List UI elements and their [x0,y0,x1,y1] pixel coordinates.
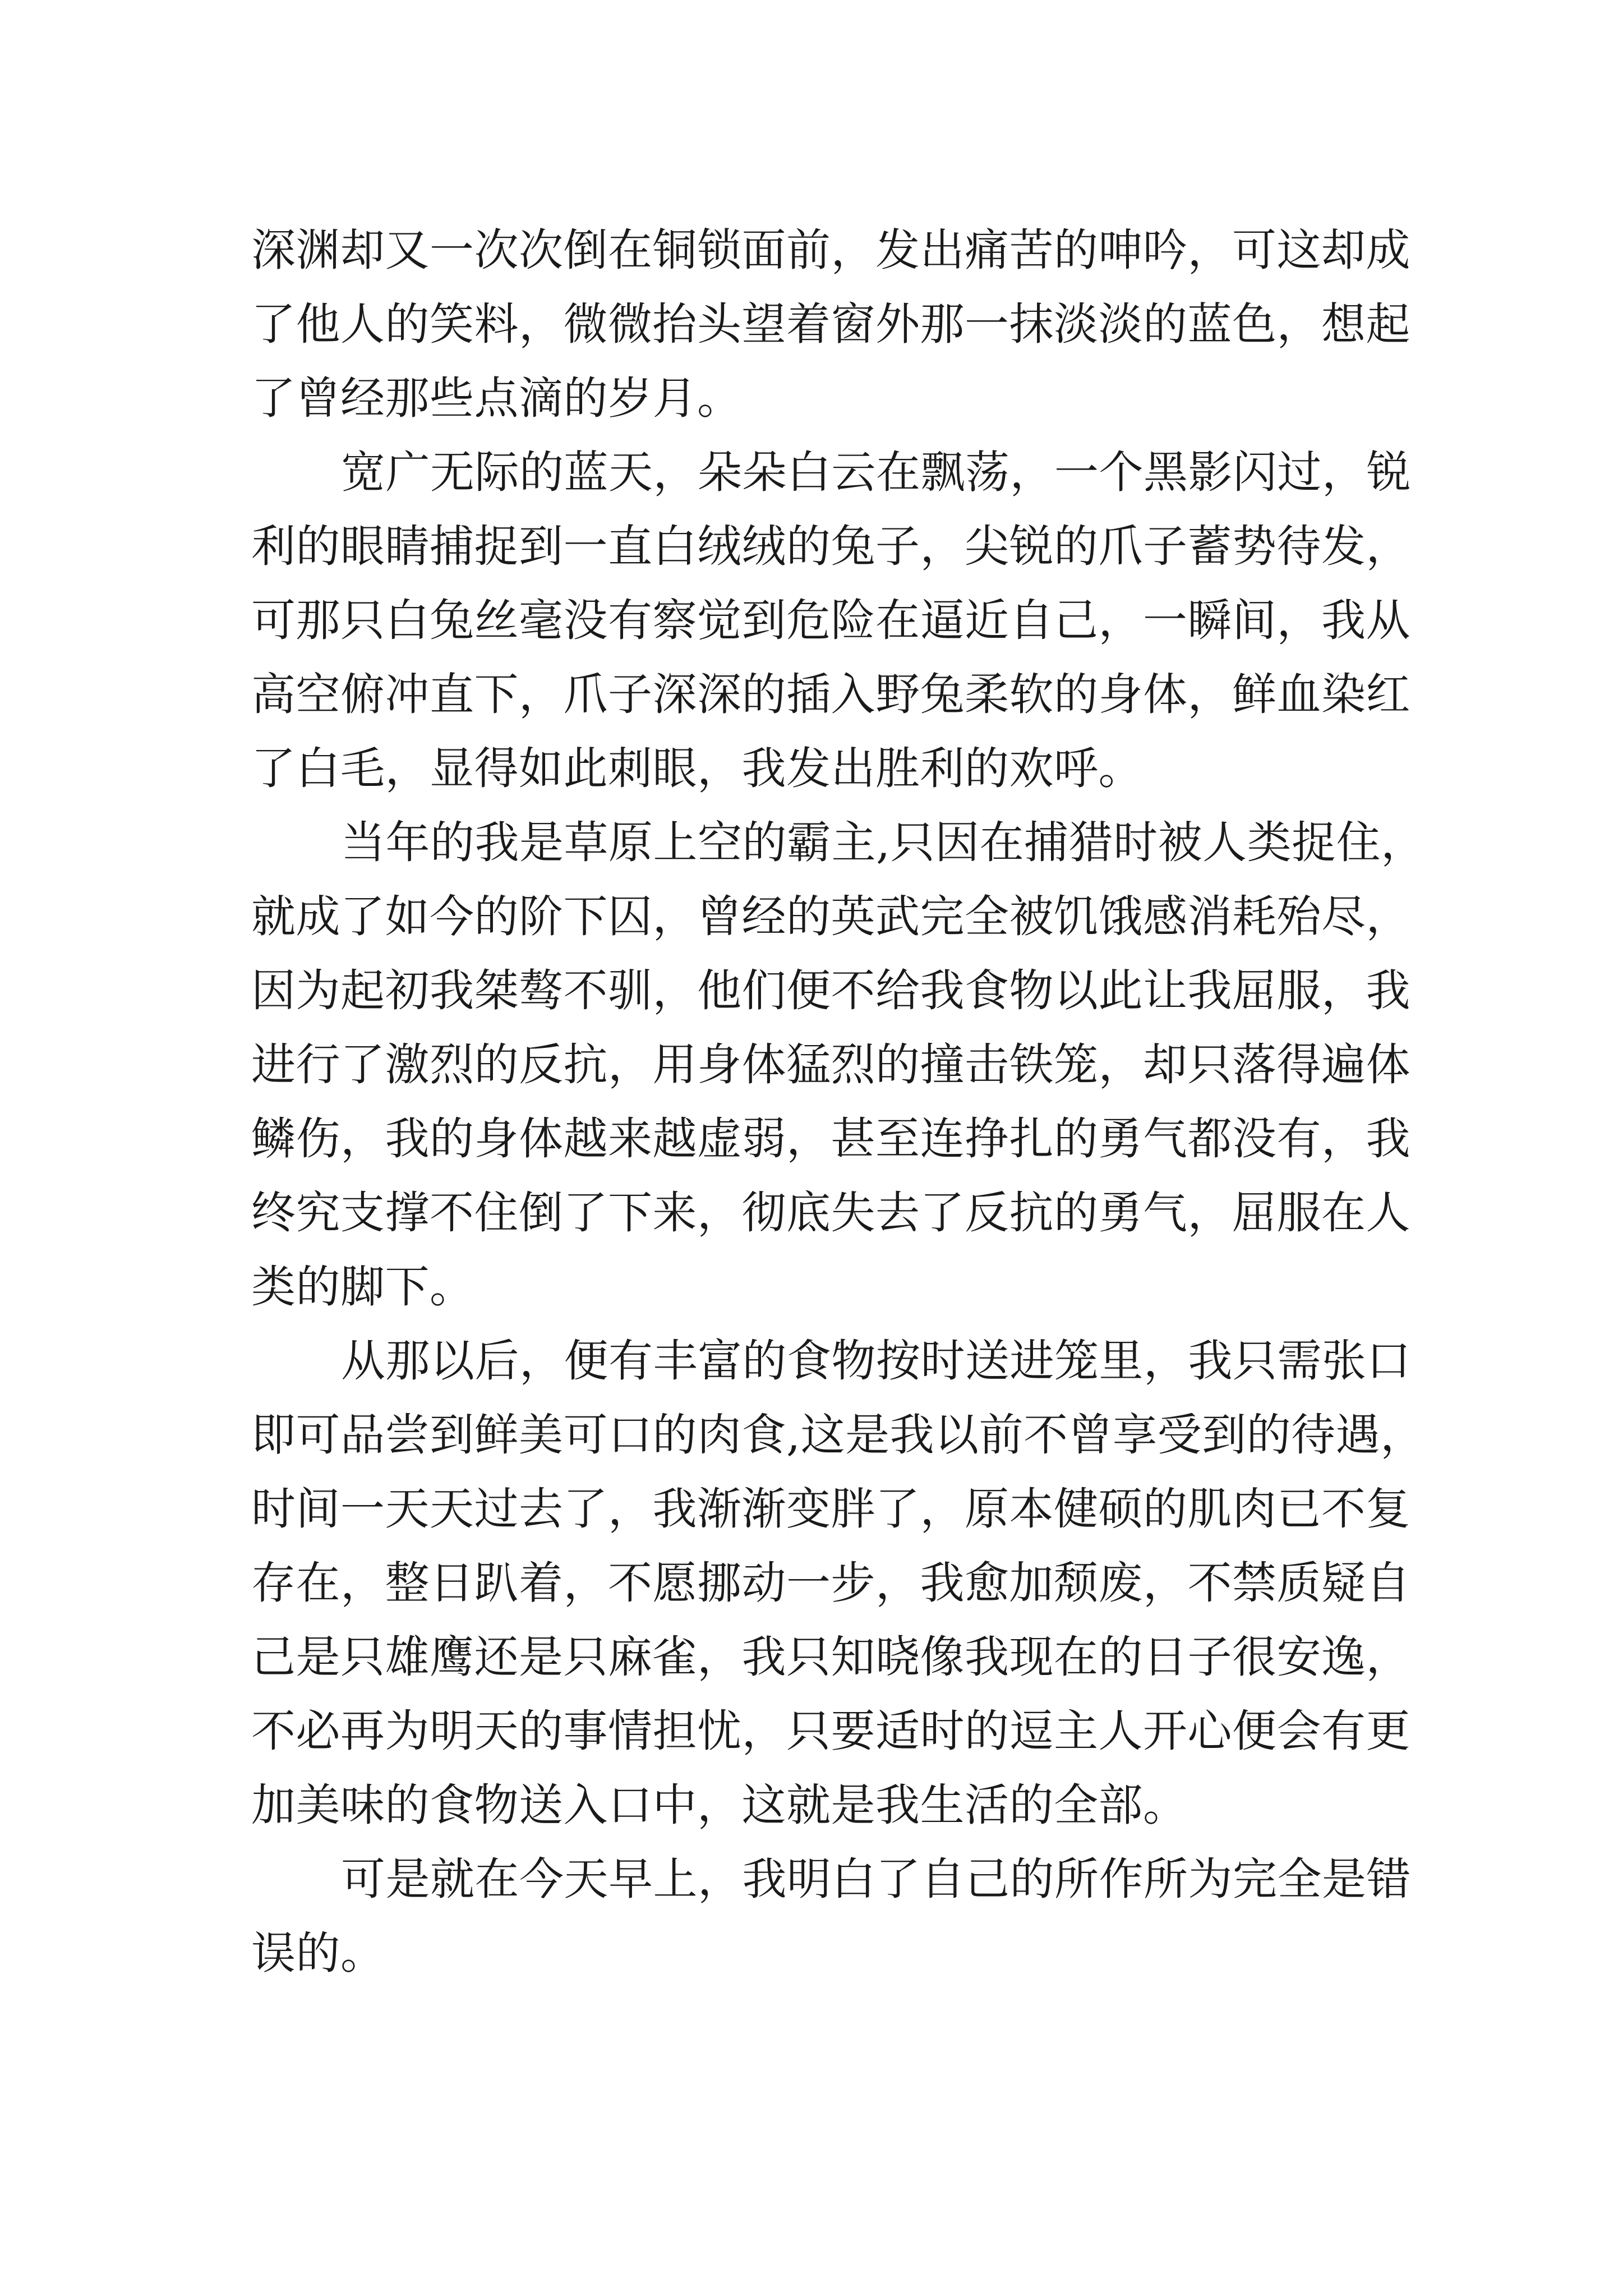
text-line: 了他人的笑料，微微抬头望着窗外那一抹淡淡的蓝色，想起 [251,298,1410,350]
text-line: 可是就在今天早上，我明白了自己的所作所为完全是错 [341,1853,1411,1905]
text-line: 鳞伤，我的身体越来越虚弱，甚至连挣扎的勇气都没有，我 [251,1113,1410,1165]
text-line: 己是只雄鹰还是只麻雀，我只知晓像我现在的日子很安逸， [251,1631,1410,1683]
text-line: 进行了激烈的反抗，用身体猛烈的撞击铁笼，却只落得遍体 [251,1039,1410,1091]
text-line: 当年的我是草原上空的霸主,只因在捕猎时被人类捉住， [341,817,1426,868]
text-line: 了白毛，显得如此刺眼，我发出胜利的欢呼。 [251,743,1143,794]
paragraph [251,435,1411,806]
text-line: 即可品尝到鲜美可口的肉食,这是我以前不曾享受到的待遇， [251,1409,1425,1461]
text-line: 加美味的食物送入口中，这就是我生活的全部。 [251,1779,1188,1831]
text-line: 高空俯冲直下，爪子深深的插入野兔柔软的身体，鲜血染红 [251,669,1410,720]
paragraph [251,1324,1425,1842]
text-line: 误的。 [251,1927,385,1979]
text-line: 利的眼睛捕捉到一直白绒绒的兔子，尖锐的爪子蓄势待发， [251,521,1410,572]
paragraph [251,213,1410,435]
text-line: 从那以后，便有丰富的食物按时送进笼里，我只需张口 [341,1335,1411,1387]
text-line: 就成了如今的阶下囚，曾经的英武完全被饥饿感消耗殆尽， [251,891,1410,942]
text-line: 因为起初我桀骜不驯，他们便不给我食物以此让我屈服，我 [251,965,1410,1016]
text-line: 可那只白兔丝毫没有察觉到危险在逼近自己，一瞬间，我从 [251,595,1410,646]
paragraph [251,1842,1411,1990]
paragraph [251,806,1426,1324]
document-body [251,213,1426,1990]
text-line: 宽广无际的蓝天，朵朵白云在飘荡，一个黑影闪过，锐 [341,447,1411,498]
text-line: 不必再为明天的事情担忧，只要适时的逗主人开心便会有更 [251,1705,1410,1757]
text-line: 存在，整日趴着，不愿挪动一步，我愈加颓废，不禁质疑自 [251,1557,1410,1609]
text-line: 终究支撑不住倒了下来，彻底失去了反抗的勇气，屈服在人 [251,1187,1410,1239]
text-line: 类的脚下。 [251,1261,474,1313]
text-line: 深渊却又一次次倒在铜锁面前，发出痛苦的呻吟，可这却成 [251,224,1410,276]
text-line: 了曾经那些点滴的岁月。 [251,372,742,424]
text-line: 时间一天天过去了，我渐渐变胖了，原本健硕的肌肉已不复 [251,1483,1410,1535]
